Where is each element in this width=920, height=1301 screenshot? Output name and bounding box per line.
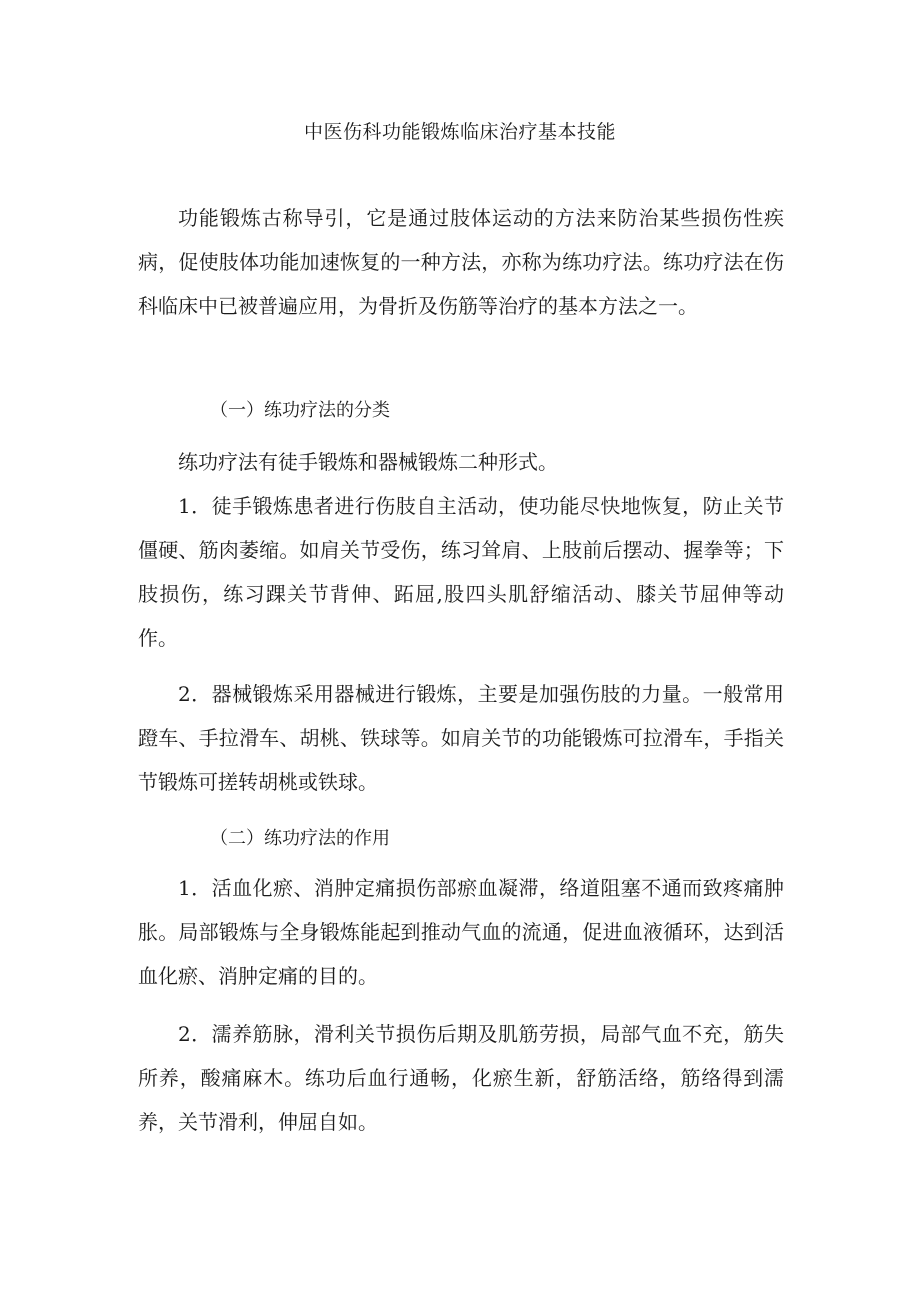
document-title: 中医伤科功能锻炼临床治疗基本技能 [303, 121, 616, 143]
section-heading-classification: （一）练功疗法的分类 [210, 400, 390, 421]
list-item-apparatus-exercise: 2．器械锻炼采用器械进行锻炼，主要是加强伤肢的力量。一般常用蹬车、手拉滑车、胡桃、铁球等。如肩关节的功能锻炼可拉滑车，手指关节锻炼可搓转胡桃或铁球。 [138, 682, 784, 794]
section-lead-paragraph: 练功疗法有徒手锻炼和器械锻炼二种形式。 [178, 450, 558, 474]
list-item-blood-circulation: 1．活血化瘀、消肿定痛损伤部瘀血凝滞，络道阻塞不通而致疼痛肿胀。局部锻炼与全身锻炼能起到推动气血的流通，促进血液循环，达到活血化瘀、消肿定痛的目的。 [138, 876, 784, 988]
list-item-nourish-tendons: 2．濡养筋脉，滑利关节损伤后期及肌筋劳损，局部气血不充，筋失所养，酸痛麻木。练功后血行通畅，化瘀生新，舒筋活络，筋络得到濡养，关节滑利，伸屈自如。 [138, 1022, 784, 1134]
section-heading-effects: （二）练功疗法的作用 [210, 828, 390, 849]
list-item-freehand-exercise: 1．徒手锻炼患者进行伤肢自主活动，使功能尽快地恢复，防止关节僵硬、筋肉萎缩。如肩关节受伤，练习耸肩、上肢前后摆动、握拳等；下肢损伤，练习踝关节背伸、跖屈,股四头肌舒缩活动、膝关节屈伸等动作。 [138, 494, 784, 650]
intro-paragraph: 功能锻炼古称导引，它是通过肢体运动的方法来防治某些损伤性疾病，促使肢体功能加速恢复的一种方法，亦称为练功疗法。练功疗法在伤科临床中已被普遍应用，为骨折及伤筋等治疗的基本方法之一。 [138, 206, 784, 318]
